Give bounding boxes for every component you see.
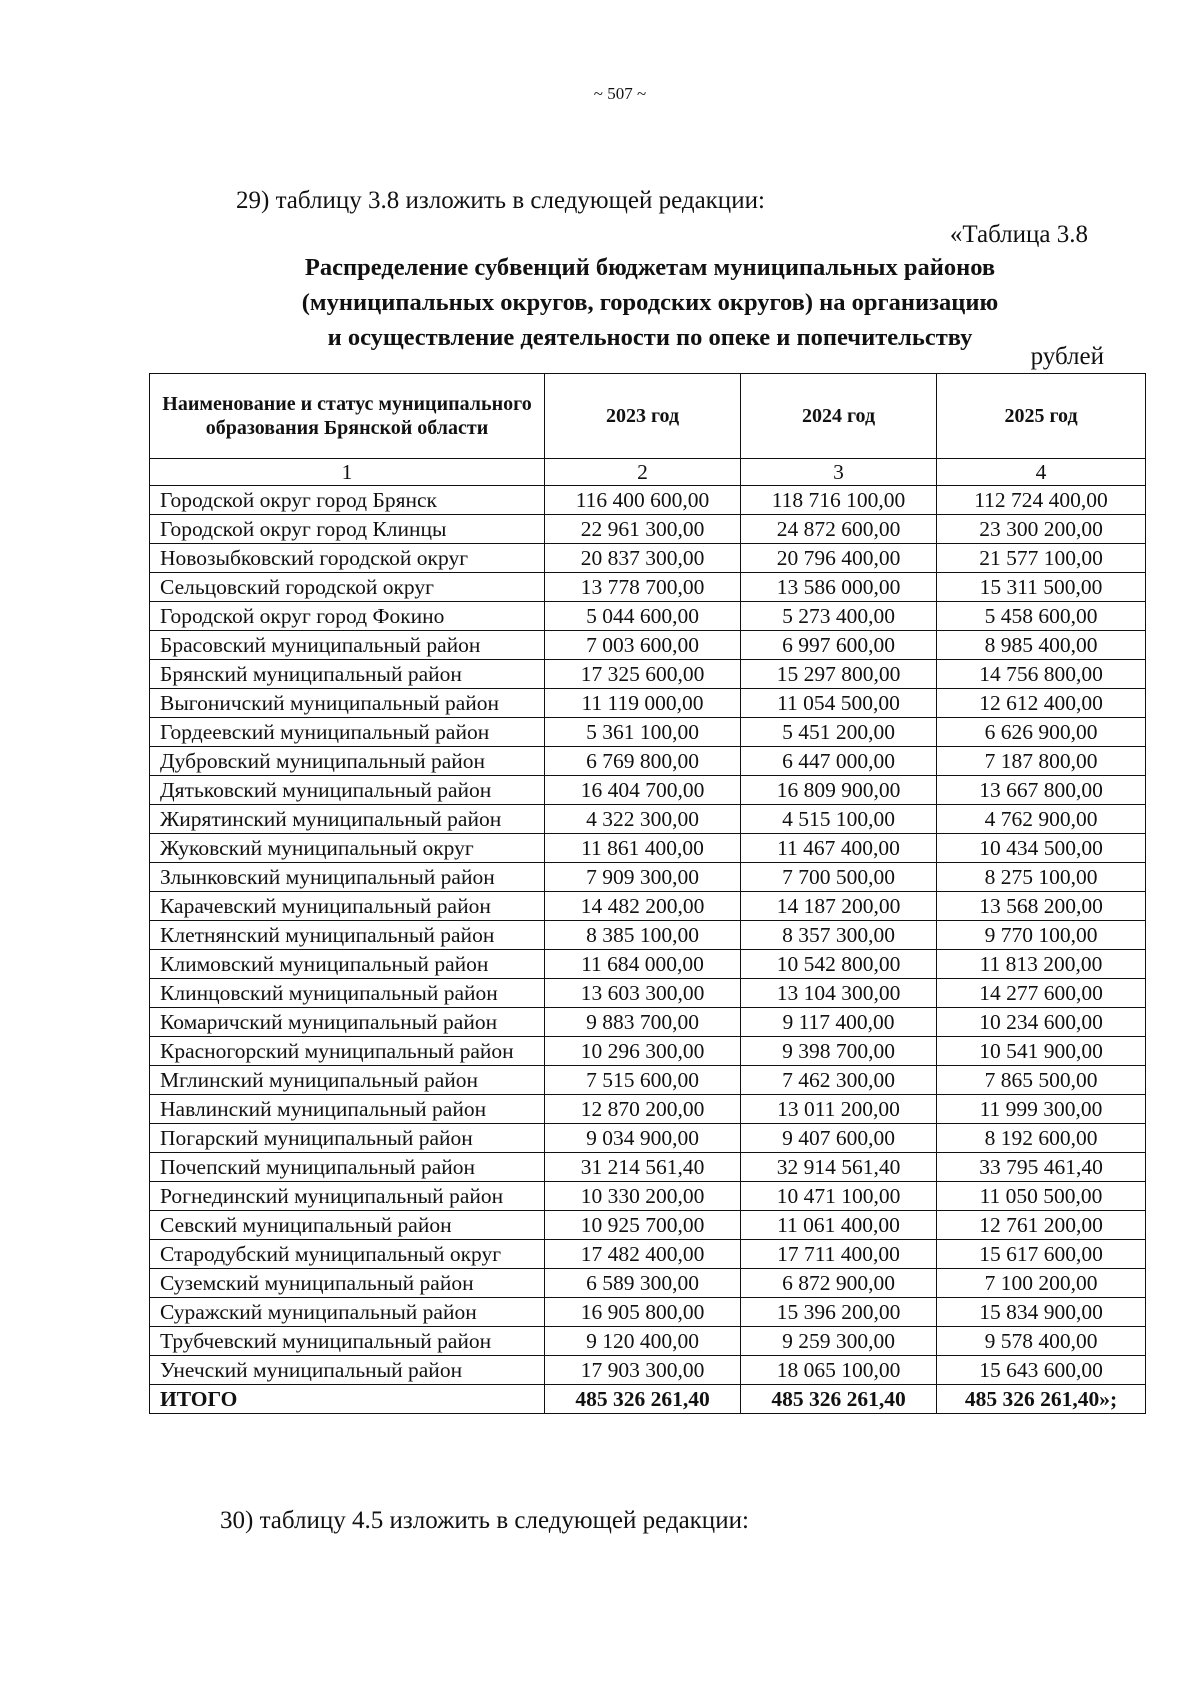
table-row bbox=[150, 718, 1146, 747]
item-29-text: 29) таблицу 3.8 изложить в следующей редакции: bbox=[236, 187, 765, 214]
table-row bbox=[150, 1356, 1146, 1385]
amount-2024-cell: 7 700 500,00 bbox=[741, 863, 937, 892]
table-row bbox=[150, 631, 1146, 660]
municipality-name-cell: Дятьковский муниципальный район bbox=[150, 776, 545, 805]
header-name: Наименование и статус муниципального образования Брянской области bbox=[150, 374, 545, 459]
amount-2025-cell: 8 275 100,00 bbox=[937, 863, 1146, 892]
table-row bbox=[150, 1211, 1146, 1240]
table-row bbox=[150, 805, 1146, 834]
amount-2025-cell: 7 100 200,00 bbox=[937, 1269, 1146, 1298]
amount-2025-cell: 11 813 200,00 bbox=[937, 950, 1146, 979]
amount-2023-cell: 22 961 300,00 bbox=[545, 515, 741, 544]
municipality-name-cell: Навлинский муниципальный район bbox=[150, 1095, 545, 1124]
amount-2023-cell: 16 404 700,00 bbox=[545, 776, 741, 805]
municipality-name-cell: Стародубский муниципальный округ bbox=[150, 1240, 545, 1269]
amount-2025-cell: 8 985 400,00 bbox=[937, 631, 1146, 660]
amount-2024-cell: 9 407 600,00 bbox=[741, 1124, 937, 1153]
amount-2024-cell: 8 357 300,00 bbox=[741, 921, 937, 950]
municipality-name-cell: Трубчевский муниципальный район bbox=[150, 1327, 545, 1356]
table-total-row bbox=[150, 1385, 1146, 1414]
municipality-name-cell: Мглинский муниципальный район bbox=[150, 1066, 545, 1095]
amount-2025-cell: 8 192 600,00 bbox=[937, 1124, 1146, 1153]
amount-2023-cell: 10 296 300,00 bbox=[545, 1037, 741, 1066]
table-row bbox=[150, 602, 1146, 631]
table-row bbox=[150, 1153, 1146, 1182]
municipality-name-cell: Унечский муниципальный район bbox=[150, 1356, 545, 1385]
amount-2024-cell: 10 471 100,00 bbox=[741, 1182, 937, 1211]
amount-2023-cell: 13 778 700,00 bbox=[545, 573, 741, 602]
amount-2023-cell: 7 909 300,00 bbox=[545, 863, 741, 892]
municipality-name-cell: Суражский муниципальный район bbox=[150, 1298, 545, 1327]
amount-2025-cell: 112 724 400,00 bbox=[937, 486, 1146, 515]
amount-2024-cell: 20 796 400,00 bbox=[741, 544, 937, 573]
amount-2023-cell: 12 870 200,00 bbox=[545, 1095, 741, 1124]
municipality-name-cell: Сельцовский городской округ bbox=[150, 573, 545, 602]
amount-2025-cell: 485 326 261,40»; bbox=[937, 1385, 1146, 1414]
municipality-name-cell: Рогнединский муниципальный район bbox=[150, 1182, 545, 1211]
amount-2024-cell: 13 011 200,00 bbox=[741, 1095, 937, 1124]
municipality-name-cell: Комаричский муниципальный район bbox=[150, 1008, 545, 1037]
amount-2023-cell: 17 325 600,00 bbox=[545, 660, 741, 689]
table-row bbox=[150, 1066, 1146, 1095]
amount-2024-cell: 15 396 200,00 bbox=[741, 1298, 937, 1327]
municipality-name-cell: Городской округ город Клинцы bbox=[150, 515, 545, 544]
amount-2025-cell: 13 667 800,00 bbox=[937, 776, 1146, 805]
table-row bbox=[150, 1037, 1146, 1066]
amount-2024-cell: 17 711 400,00 bbox=[741, 1240, 937, 1269]
amount-2024-cell: 6 447 000,00 bbox=[741, 747, 937, 776]
amount-2023-cell: 6 589 300,00 bbox=[545, 1269, 741, 1298]
amount-2023-cell: 11 684 000,00 bbox=[545, 950, 741, 979]
municipality-name-cell: Суземский муниципальный район bbox=[150, 1269, 545, 1298]
amount-2024-cell: 15 297 800,00 bbox=[741, 660, 937, 689]
municipality-name-cell: Городской округ город Брянск bbox=[150, 486, 545, 515]
amount-2023-cell: 9 883 700,00 bbox=[545, 1008, 741, 1037]
municipality-name-cell: Клинцовский муниципальный район bbox=[150, 979, 545, 1008]
municipality-name-cell: Злынковский муниципальный район bbox=[150, 863, 545, 892]
table-label: «Таблица 3.8 bbox=[949, 221, 1088, 248]
amount-2025-cell: 5 458 600,00 bbox=[937, 602, 1146, 631]
amount-2024-cell: 11 054 500,00 bbox=[741, 689, 937, 718]
amount-2025-cell: 9 578 400,00 bbox=[937, 1327, 1146, 1356]
municipality-name-cell: Жуковский муниципальный округ bbox=[150, 834, 545, 863]
amount-2025-cell: 12 612 400,00 bbox=[937, 689, 1146, 718]
subvention-table bbox=[149, 373, 1146, 1414]
municipality-name-cell: Брасовский муниципальный район bbox=[150, 631, 545, 660]
table-row bbox=[150, 950, 1146, 979]
amount-2024-cell: 11 467 400,00 bbox=[741, 834, 937, 863]
amount-2024-cell: 13 104 300,00 bbox=[741, 979, 937, 1008]
table-row bbox=[150, 892, 1146, 921]
amount-2023-cell: 13 603 300,00 bbox=[545, 979, 741, 1008]
amount-2023-cell: 14 482 200,00 bbox=[545, 892, 741, 921]
amount-2025-cell: 4 762 900,00 bbox=[937, 805, 1146, 834]
column-number: 3 bbox=[741, 459, 937, 486]
page-number: ~ 507 ~ bbox=[593, 84, 647, 103]
amount-2023-cell: 20 837 300,00 bbox=[545, 544, 741, 573]
amount-2025-cell: 10 234 600,00 bbox=[937, 1008, 1146, 1037]
header-2025: 2025 год bbox=[937, 374, 1146, 459]
municipality-name-cell: Городской округ город Фокино bbox=[150, 602, 545, 631]
amount-2023-cell: 10 330 200,00 bbox=[545, 1182, 741, 1211]
municipality-name-cell: Новозыбковский городской округ bbox=[150, 544, 545, 573]
table-row bbox=[150, 1269, 1146, 1298]
table-row bbox=[150, 921, 1146, 950]
municipality-name-cell: Карачевский муниципальный район bbox=[150, 892, 545, 921]
title-line: и осуществление деятельности по опеке и попечительству bbox=[327, 324, 973, 351]
amount-2023-cell: 4 322 300,00 bbox=[545, 805, 741, 834]
table-header-row bbox=[150, 374, 1146, 459]
amount-2025-cell: 14 277 600,00 bbox=[937, 979, 1146, 1008]
municipality-name-cell: Почепский муниципальный район bbox=[150, 1153, 545, 1182]
amount-2024-cell: 7 462 300,00 bbox=[741, 1066, 937, 1095]
amount-2024-cell: 118 716 100,00 bbox=[741, 486, 937, 515]
table-row bbox=[150, 747, 1146, 776]
table-row bbox=[150, 1008, 1146, 1037]
amount-2025-cell: 6 626 900,00 bbox=[937, 718, 1146, 747]
amount-2023-cell: 116 400 600,00 bbox=[545, 486, 741, 515]
amount-2024-cell: 485 326 261,40 bbox=[741, 1385, 937, 1414]
municipality-name-cell: Жирятинский муниципальный район bbox=[150, 805, 545, 834]
column-number: 2 bbox=[545, 459, 741, 486]
amount-2025-cell: 10 434 500,00 bbox=[937, 834, 1146, 863]
table-row bbox=[150, 660, 1146, 689]
table-row bbox=[150, 1298, 1146, 1327]
amount-2023-cell: 6 769 800,00 bbox=[545, 747, 741, 776]
amount-2025-cell: 15 311 500,00 bbox=[937, 573, 1146, 602]
amount-2025-cell: 21 577 100,00 bbox=[937, 544, 1146, 573]
table-row bbox=[150, 1124, 1146, 1153]
amount-2023-cell: 9 034 900,00 bbox=[545, 1124, 741, 1153]
amount-2024-cell: 16 809 900,00 bbox=[741, 776, 937, 805]
amount-2024-cell: 9 259 300,00 bbox=[741, 1327, 937, 1356]
item-30-text: 30) таблицу 4.5 изложить в следующей редакции: bbox=[220, 1507, 749, 1534]
amount-2023-cell: 9 120 400,00 bbox=[545, 1327, 741, 1356]
amount-2023-cell: 17 903 300,00 bbox=[545, 1356, 741, 1385]
amount-2023-cell: 5 044 600,00 bbox=[545, 602, 741, 631]
amount-2023-cell: 7 515 600,00 bbox=[545, 1066, 741, 1095]
amount-2023-cell: 16 905 800,00 bbox=[545, 1298, 741, 1327]
amount-2023-cell: 11 119 000,00 bbox=[545, 689, 741, 718]
table-row bbox=[150, 573, 1146, 602]
amount-2025-cell: 14 756 800,00 bbox=[937, 660, 1146, 689]
header-2024: 2024 год bbox=[741, 374, 937, 459]
amount-2024-cell: 4 515 100,00 bbox=[741, 805, 937, 834]
amount-2024-cell: 9 398 700,00 bbox=[741, 1037, 937, 1066]
title-line: Распределение субвенций бюджетам муниципальных районов bbox=[304, 254, 996, 281]
municipality-name-cell: ИТОГО bbox=[150, 1385, 545, 1414]
table-row bbox=[150, 1095, 1146, 1124]
amount-2023-cell: 31 214 561,40 bbox=[545, 1153, 741, 1182]
amount-2025-cell: 15 643 600,00 bbox=[937, 1356, 1146, 1385]
amount-2024-cell: 9 117 400,00 bbox=[741, 1008, 937, 1037]
amount-2024-cell: 6 997 600,00 bbox=[741, 631, 937, 660]
amount-2025-cell: 11 999 300,00 bbox=[937, 1095, 1146, 1124]
amount-2025-cell: 15 834 900,00 bbox=[937, 1298, 1146, 1327]
amount-2024-cell: 24 872 600,00 bbox=[741, 515, 937, 544]
municipality-name-cell: Красногорский муниципальный район bbox=[150, 1037, 545, 1066]
amount-2025-cell: 9 770 100,00 bbox=[937, 921, 1146, 950]
table-row bbox=[150, 689, 1146, 718]
amount-2024-cell: 11 061 400,00 bbox=[741, 1211, 937, 1240]
municipality-name-cell: Погарский муниципальный район bbox=[150, 1124, 545, 1153]
amount-2024-cell: 14 187 200,00 bbox=[741, 892, 937, 921]
table-row bbox=[150, 1240, 1146, 1269]
municipality-name-cell: Клетнянский муниципальный район bbox=[150, 921, 545, 950]
amount-2025-cell: 13 568 200,00 bbox=[937, 892, 1146, 921]
amount-2024-cell: 5 451 200,00 bbox=[741, 718, 937, 747]
units-label: рублей bbox=[1030, 343, 1104, 370]
table-row bbox=[150, 979, 1146, 1008]
amount-2023-cell: 17 482 400,00 bbox=[545, 1240, 741, 1269]
amount-2024-cell: 5 273 400,00 bbox=[741, 602, 937, 631]
amount-2023-cell: 7 003 600,00 bbox=[545, 631, 741, 660]
amount-2023-cell: 485 326 261,40 bbox=[545, 1385, 741, 1414]
table-row bbox=[150, 486, 1146, 515]
amount-2023-cell: 8 385 100,00 bbox=[545, 921, 741, 950]
amount-2025-cell: 33 795 461,40 bbox=[937, 1153, 1146, 1182]
municipality-name-cell: Дубровский муниципальный район bbox=[150, 747, 545, 776]
amount-2024-cell: 13 586 000,00 bbox=[741, 573, 937, 602]
table-row bbox=[150, 863, 1146, 892]
amount-2025-cell: 11 050 500,00 bbox=[937, 1182, 1146, 1211]
amount-2024-cell: 18 065 100,00 bbox=[741, 1356, 937, 1385]
table-title bbox=[150, 250, 1150, 355]
amount-2023-cell: 10 925 700,00 bbox=[545, 1211, 741, 1240]
table-row bbox=[150, 544, 1146, 573]
column-number: 1 bbox=[150, 459, 545, 486]
amount-2025-cell: 10 541 900,00 bbox=[937, 1037, 1146, 1066]
amount-2025-cell: 7 187 800,00 bbox=[937, 747, 1146, 776]
header-2023: 2023 год bbox=[545, 374, 741, 459]
amount-2024-cell: 6 872 900,00 bbox=[741, 1269, 937, 1298]
table-row bbox=[150, 834, 1146, 863]
amount-2024-cell: 32 914 561,40 bbox=[741, 1153, 937, 1182]
amount-2025-cell: 15 617 600,00 bbox=[937, 1240, 1146, 1269]
table-row bbox=[150, 1182, 1146, 1211]
amount-2025-cell: 23 300 200,00 bbox=[937, 515, 1146, 544]
municipality-name-cell: Выгоничский муниципальный район bbox=[150, 689, 545, 718]
municipality-name-cell: Климовский муниципальный район bbox=[150, 950, 545, 979]
municipality-name-cell: Брянский муниципальный район bbox=[150, 660, 545, 689]
amount-2025-cell: 12 761 200,00 bbox=[937, 1211, 1146, 1240]
table-row bbox=[150, 1327, 1146, 1356]
municipality-name-cell: Гордеевский муниципальный район bbox=[150, 718, 545, 747]
municipality-name-cell: Севский муниципальный район bbox=[150, 1211, 545, 1240]
title-line: (муниципальных округов, городских округов) на организацию bbox=[301, 289, 999, 316]
amount-2025-cell: 7 865 500,00 bbox=[937, 1066, 1146, 1095]
table-row bbox=[150, 515, 1146, 544]
column-number: 4 bbox=[937, 459, 1146, 486]
amount-2024-cell: 10 542 800,00 bbox=[741, 950, 937, 979]
column-number-row bbox=[150, 459, 1146, 486]
amount-2023-cell: 11 861 400,00 bbox=[545, 834, 741, 863]
table-row bbox=[150, 776, 1146, 805]
amount-2023-cell: 5 361 100,00 bbox=[545, 718, 741, 747]
